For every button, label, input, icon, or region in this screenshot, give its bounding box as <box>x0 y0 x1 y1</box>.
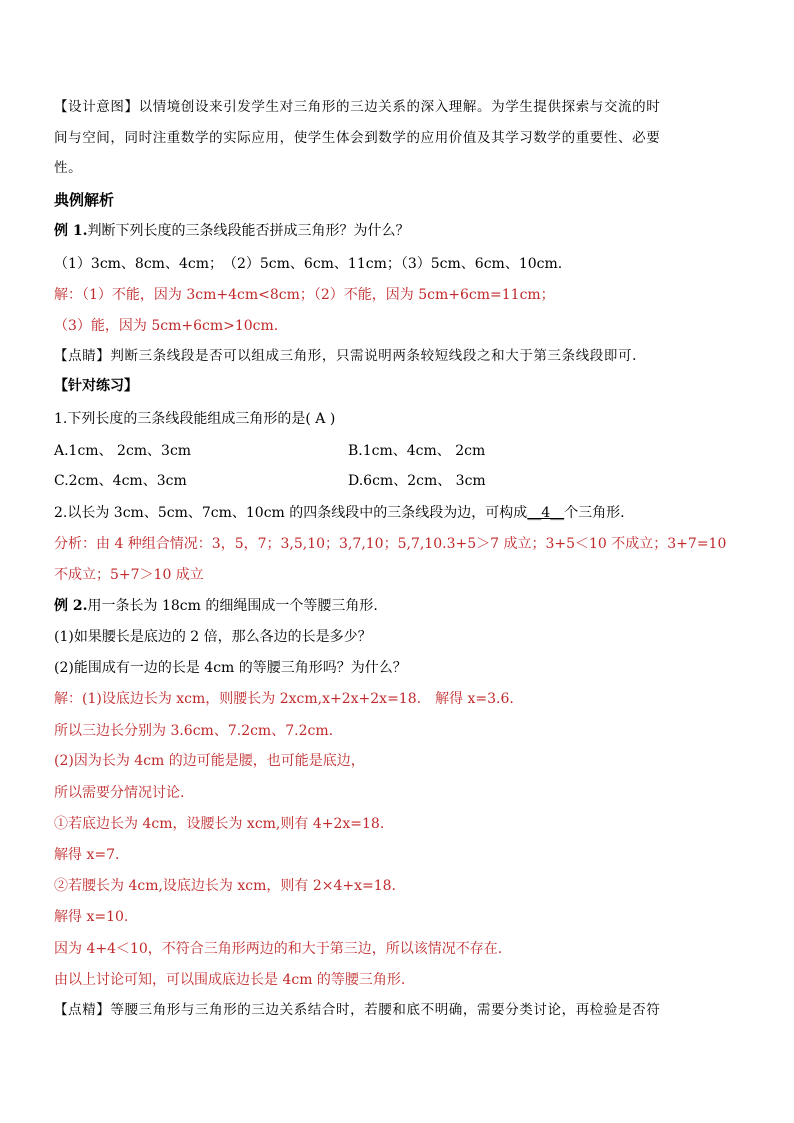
practice-q2-text: 2.以长为 3cm、5cm、7cm、10cm 的四条线段中的三条线段为边，可构成 <box>54 505 528 521</box>
design-intent-line-1: 【设计意图】以情境创设来引发学生对三角形的三边关系的深入理解。为学生提供探索与交流的时 <box>54 99 661 115</box>
practice-q2-answer: __4__ <box>527 505 565 521</box>
example-2-solution-4: 所以需要分情况讨论. <box>54 785 185 801</box>
example-2-case-2: ②若腰长为 4cm,设底边长为 xcm，则有 2×4+x=18. <box>54 878 397 894</box>
practice-analysis-1: 分析：由 4 种组合情况：3，5，7；3,5,10；3,7,10；5,7,10.3+5＞7 成立；3+5＜10 不成立；3+7=10 <box>54 536 727 552</box>
option-b: B.1cm、4cm、 2cm <box>348 443 486 459</box>
example-2-sub-1: (1)如果腰长是底边的 2 倍，那么各边的长是多少？ <box>54 629 372 645</box>
example-1-options: （1）3cm、8cm、4cm； （2）5cm、6cm、11cm；（3）5cm、6cm、10cm. <box>54 256 563 272</box>
example-1-tip: 【点睛】判断三条线段是否可以组成三角形，只需说明两条较短线段之和大于第三条线段即可. <box>54 348 637 364</box>
example-1-question-text: 判断下列长度的三条线段能否拼成三角形？为什么？ <box>87 223 410 239</box>
example-2-question-text: 用一条长为 18cm 的细绳围成一个等腰三角形. <box>87 598 378 614</box>
example-1-question <box>54 221 410 241</box>
example-2-case-2-reason: 因为 4+4＜10，不符合三角形两边的和大于第三边，所以该情况不存在. <box>54 941 503 957</box>
practice-q2-tail: 个三角形. <box>564 505 625 521</box>
example-1-label: 例 1. <box>54 223 88 239</box>
practice-q1-options-row-2 <box>54 471 554 491</box>
example-2-case-1-result: 解得 x=7. <box>54 847 120 863</box>
example-2-case-2-result: 解得 x=10. <box>54 909 129 925</box>
option-a: A.1cm、 2cm、3cm <box>54 443 192 459</box>
example-2-solution-2: 所以三边长分别为 3.6cm、7.2cm、7.2cm. <box>54 723 334 739</box>
example-2-solution-3: (2)因为长为 4cm 的边可能是腰，也可能是底边， <box>54 753 365 769</box>
example-2-label: 例 2. <box>54 598 88 614</box>
example-1-solution-1: 解：（1）不能，因为 3cm+4cm<8cm；（2）不能，因为 5cm+6cm=11cm； <box>54 287 555 303</box>
practice-analysis-2: 不成立；5+7＞10 成立 <box>54 567 204 583</box>
example-2-solution-1: 解：(1)设底边长为 xcm，则腰长为 2xcm,x+2x+2x=18. 解得 x=3.6. <box>54 691 514 707</box>
example-2-case-1: ①若底边长为 4cm，设腰长为 xcm,则有 4+2x=18. <box>54 816 385 832</box>
practice-title: 【针对练习】 <box>54 378 138 394</box>
design-intent-line-3: 性。 <box>54 160 83 176</box>
example-2-tip: 【点精】等腰三角形与三角形的三边关系结合时，若腰和底不明确，需要分类讨论，再检验是否符 <box>54 1002 661 1018</box>
practice-q1-options-row-1 <box>54 441 554 461</box>
example-2-conclusion: 由以上讨论可知，可以围成底边长是 4cm 的等腰三角形. <box>54 972 406 988</box>
option-c: C.2cm、4cm、3cm <box>54 473 187 489</box>
practice-q1: 1.下列长度的三条线段能组成三角形的是( A ) <box>54 411 336 427</box>
practice-q2 <box>54 503 625 523</box>
design-intent-line-2: 间与空间，同时注重数学的实际应用，使学生体会到数学的应用价值及其学习数学的重要性、必要 <box>54 130 661 146</box>
option-d: D.6cm、2cm、 3cm <box>348 473 486 489</box>
section-title: 典例解析 <box>54 191 115 209</box>
example-2-sub-2: (2)能围成有一边的长是 4cm 的等腰三角形吗？为什么？ <box>54 660 407 676</box>
example-1-solution-2: （3）能，因为 5cm+6cm>10cm. <box>54 318 279 334</box>
example-2-question <box>54 596 378 616</box>
